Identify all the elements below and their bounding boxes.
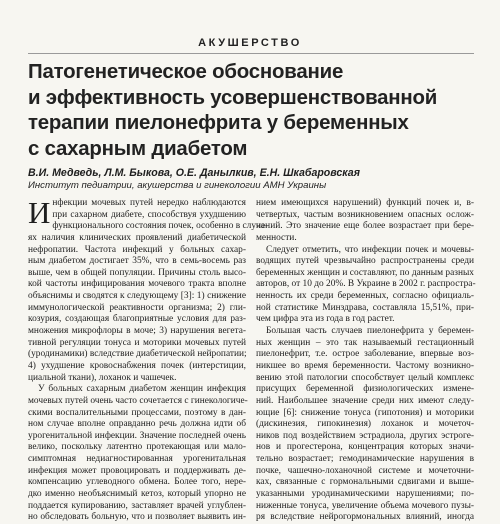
text-line: скими воспалительными процессами, поэтому в дан- (28, 407, 246, 418)
text-line: ным диабетом достигает 35%, что в семь-восемь раз (28, 256, 246, 267)
text-line: циальной ткани), лоханок и чашечек. (28, 372, 177, 383)
text-line: нов и прогестерона, концентрация которых значи- (256, 442, 474, 453)
text-line: менности. (256, 232, 297, 243)
paragraph-body (28, 221, 269, 384)
text-line: тивной регуляции тонуса и моторики мочевых путей (28, 337, 246, 348)
text-line: вению этой патологии способствует целый комплекс (256, 372, 474, 383)
text-line: выше, чем в общей популяции. Причины столь высо- (28, 267, 246, 278)
text-line: ях наличия клинических проявлений диабетической (28, 232, 246, 243)
text-line: козурия, создающая благоприятные условия для раз- (28, 314, 246, 325)
text-line: ненность их среди беременных, согласно официаль- (256, 291, 474, 302)
text-line: ных женщин – это так называемый гестационный (256, 337, 474, 348)
text-line: урогенитальной инфекции. Значение последней очень (28, 430, 246, 441)
text-line: но обследовать больную, что и позволяет выявить ин- (28, 512, 246, 523)
text-line: (уродинамики) вследствие диабетической нейропатии; (28, 349, 247, 360)
affiliation: Институт педиатрии, акушерства и гинекологии АМН Украины (28, 180, 327, 191)
right-column (256, 198, 474, 524)
text-line: нефропатии. Частота инфекций у больных сахар- (28, 244, 246, 255)
text-line: четвертых, частым возникновением опасных ослож- (256, 209, 474, 220)
paragraph (256, 245, 474, 326)
text-line: никшее во время беременности. Частому возникно- (256, 360, 474, 371)
text-line: 4) ухудшение кровоснабжения почек (интерстиции, (28, 360, 246, 371)
title-line: с сахарным диабетом (28, 137, 248, 160)
text-line: ниженные тонуса, увеличение объема мочевого пузы- (256, 500, 474, 511)
section-heading: АКУШЕРСТВО (198, 37, 302, 49)
paragraph (256, 198, 474, 245)
text-line: поддается купированию, заставляет врачей углублен- (28, 500, 246, 511)
first-paragraph (28, 195, 269, 384)
text-line: мочевых путей очень часто сочетается с гинекологиче- (28, 395, 248, 406)
text-line: ний. Наибольшее значение среди них имеют следу- (256, 395, 474, 406)
text-line: велико, поскольку латентно протекающая или мало- (28, 442, 246, 453)
paragraph (256, 326, 474, 524)
text-line: чем цифра эта из года в год растет. (256, 314, 395, 325)
text-line: функционального состояния почек, особенно в случа- (52, 221, 269, 232)
text-line: беременных женщин и составляют, по данным разных (256, 267, 474, 278)
text-line: пиелонефрит, т.е. острое заболевание, впервые воз- (256, 349, 474, 360)
title-line: Патогенетическое обоснование (28, 61, 344, 83)
text-line: нием имеющихся нарушений) функций почек и, в- (256, 198, 474, 208)
text-line: авторов, от 10 до 20%. В Украине в 2002 г. распростра- (256, 279, 476, 290)
text-line: ной статистике Минздрава, составляла 15,51%, при- (256, 302, 474, 313)
paragraph (28, 384, 246, 524)
text-line: дко именно необъяснимый кетоз, который упорно не (28, 489, 246, 500)
text-line: объяснимы и сводятся к следующему [3]: 1) снижение (28, 291, 246, 302)
title-line: терапии пиелонефрита у беременных (28, 112, 409, 134)
title-line: и эффективность усовершенствованной (28, 86, 438, 109)
left-column (28, 195, 269, 524)
text-line: множения микрофлоры в моче; 3) нарушения вегета- (28, 326, 246, 337)
text-line: ников под воздействием эстрадиола, других эстроге- (256, 430, 474, 441)
text-line: Большая часть случаев пиелонефрита у беремен- (266, 326, 474, 337)
text-line: (дискинезия, гипокинезия) лоханок и мочеточ- (256, 419, 474, 430)
text-line: ном случае вполне оправданно речь должна идти об (28, 419, 246, 430)
drop-cap: И (28, 195, 51, 230)
text-line: нфекции мочевых путей нередко наблюдаются (52, 198, 246, 208)
text-line: кой частоты инфицирования мочевого тракта вполне (28, 279, 246, 290)
text-line: компенсацию углеводного обмена. Более того, нере- (28, 477, 246, 488)
authors: В.И. Медведь, Л.М. Быкова, О.Е. Данылкив, Е.Н. Шкабаровская (28, 167, 360, 179)
text-line: ках, связанные с гормональными сдвигами и выше- (256, 477, 474, 488)
text-line: иммунологической реактивности организма; 2) гли- (28, 302, 246, 313)
header-rule (28, 53, 474, 54)
text-line: инфекция может провоцировать и поддерживать де- (28, 465, 246, 476)
text-line: водящих путей чрезвычайно распространены среди (256, 256, 474, 267)
text-line: нений. Это значение еще более возрастает при бере- (256, 221, 474, 232)
text-line: указанными уродинамическими нарушениями; по- (256, 489, 474, 500)
text-line: ющие [6]: снижение тонуса (гипотония) и моторики (256, 407, 474, 418)
text-line: при сахарном диабете, способствуя ухудшению (52, 209, 246, 220)
text-line: симптомная недиагностированная урогенитальная (28, 454, 246, 465)
text-line: ря вследствие нейрогормональных влияний, иногда (256, 512, 474, 523)
text-line: присущих беременной физиологических измене- (256, 384, 474, 395)
article-title (28, 60, 478, 162)
text-line: Следует отметить, что инфекции почек и мочевы- (266, 244, 474, 255)
text-line: У больных сахарным диабетом женщин инфекция (38, 384, 246, 395)
text-line: почке, чашечно-лоханочной системе и мочеточни- (256, 465, 474, 476)
text-line: тельно возрастает; гемодинамические нарушения в (256, 454, 474, 465)
